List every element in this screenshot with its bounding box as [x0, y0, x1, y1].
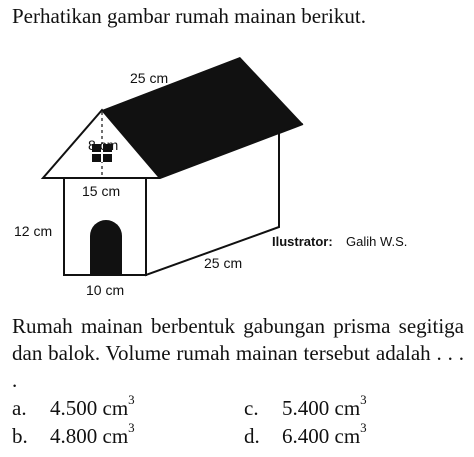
label-door-width: 10 cm: [86, 282, 125, 298]
label-wall-height: 12 cm: [14, 223, 53, 239]
option-exponent: 3: [360, 420, 367, 435]
option-c[interactable]: [244, 392, 367, 421]
option-exponent: 3: [128, 420, 135, 435]
illustrator-name: Galih W.S.: [346, 234, 408, 249]
option-value: 4.500 cm: [50, 396, 129, 420]
option-value: 5.400 cm: [282, 396, 361, 420]
option-letter: a.: [12, 396, 27, 420]
question-text: Rumah mainan berbentuk gabungan prisma segitiga dan balok. Volume rumah mainan tersebut adalah . . . .: [12, 314, 464, 392]
option-exponent: 3: [128, 392, 135, 407]
question-intro: Perhatikan gambar rumah mainan berikut.: [12, 4, 366, 28]
option-letter: b.: [12, 424, 28, 448]
label-triangle-height: 8 cm: [88, 137, 119, 153]
option-value: 6.400 cm: [282, 424, 361, 448]
illustrator-label: Ilustrator:: [272, 234, 333, 249]
option-d[interactable]: [244, 420, 367, 449]
option-value: 4.800 cm: [50, 424, 129, 448]
option-a[interactable]: [12, 392, 135, 421]
label-front-width: 15 cm: [82, 183, 121, 199]
label-roof-length: 25 cm: [130, 70, 169, 86]
label-depth: 25 cm: [204, 255, 243, 271]
door: [90, 220, 122, 275]
option-letter: c.: [244, 396, 259, 420]
option-b[interactable]: [12, 420, 135, 449]
option-letter: d.: [244, 424, 260, 448]
option-exponent: 3: [360, 392, 367, 407]
